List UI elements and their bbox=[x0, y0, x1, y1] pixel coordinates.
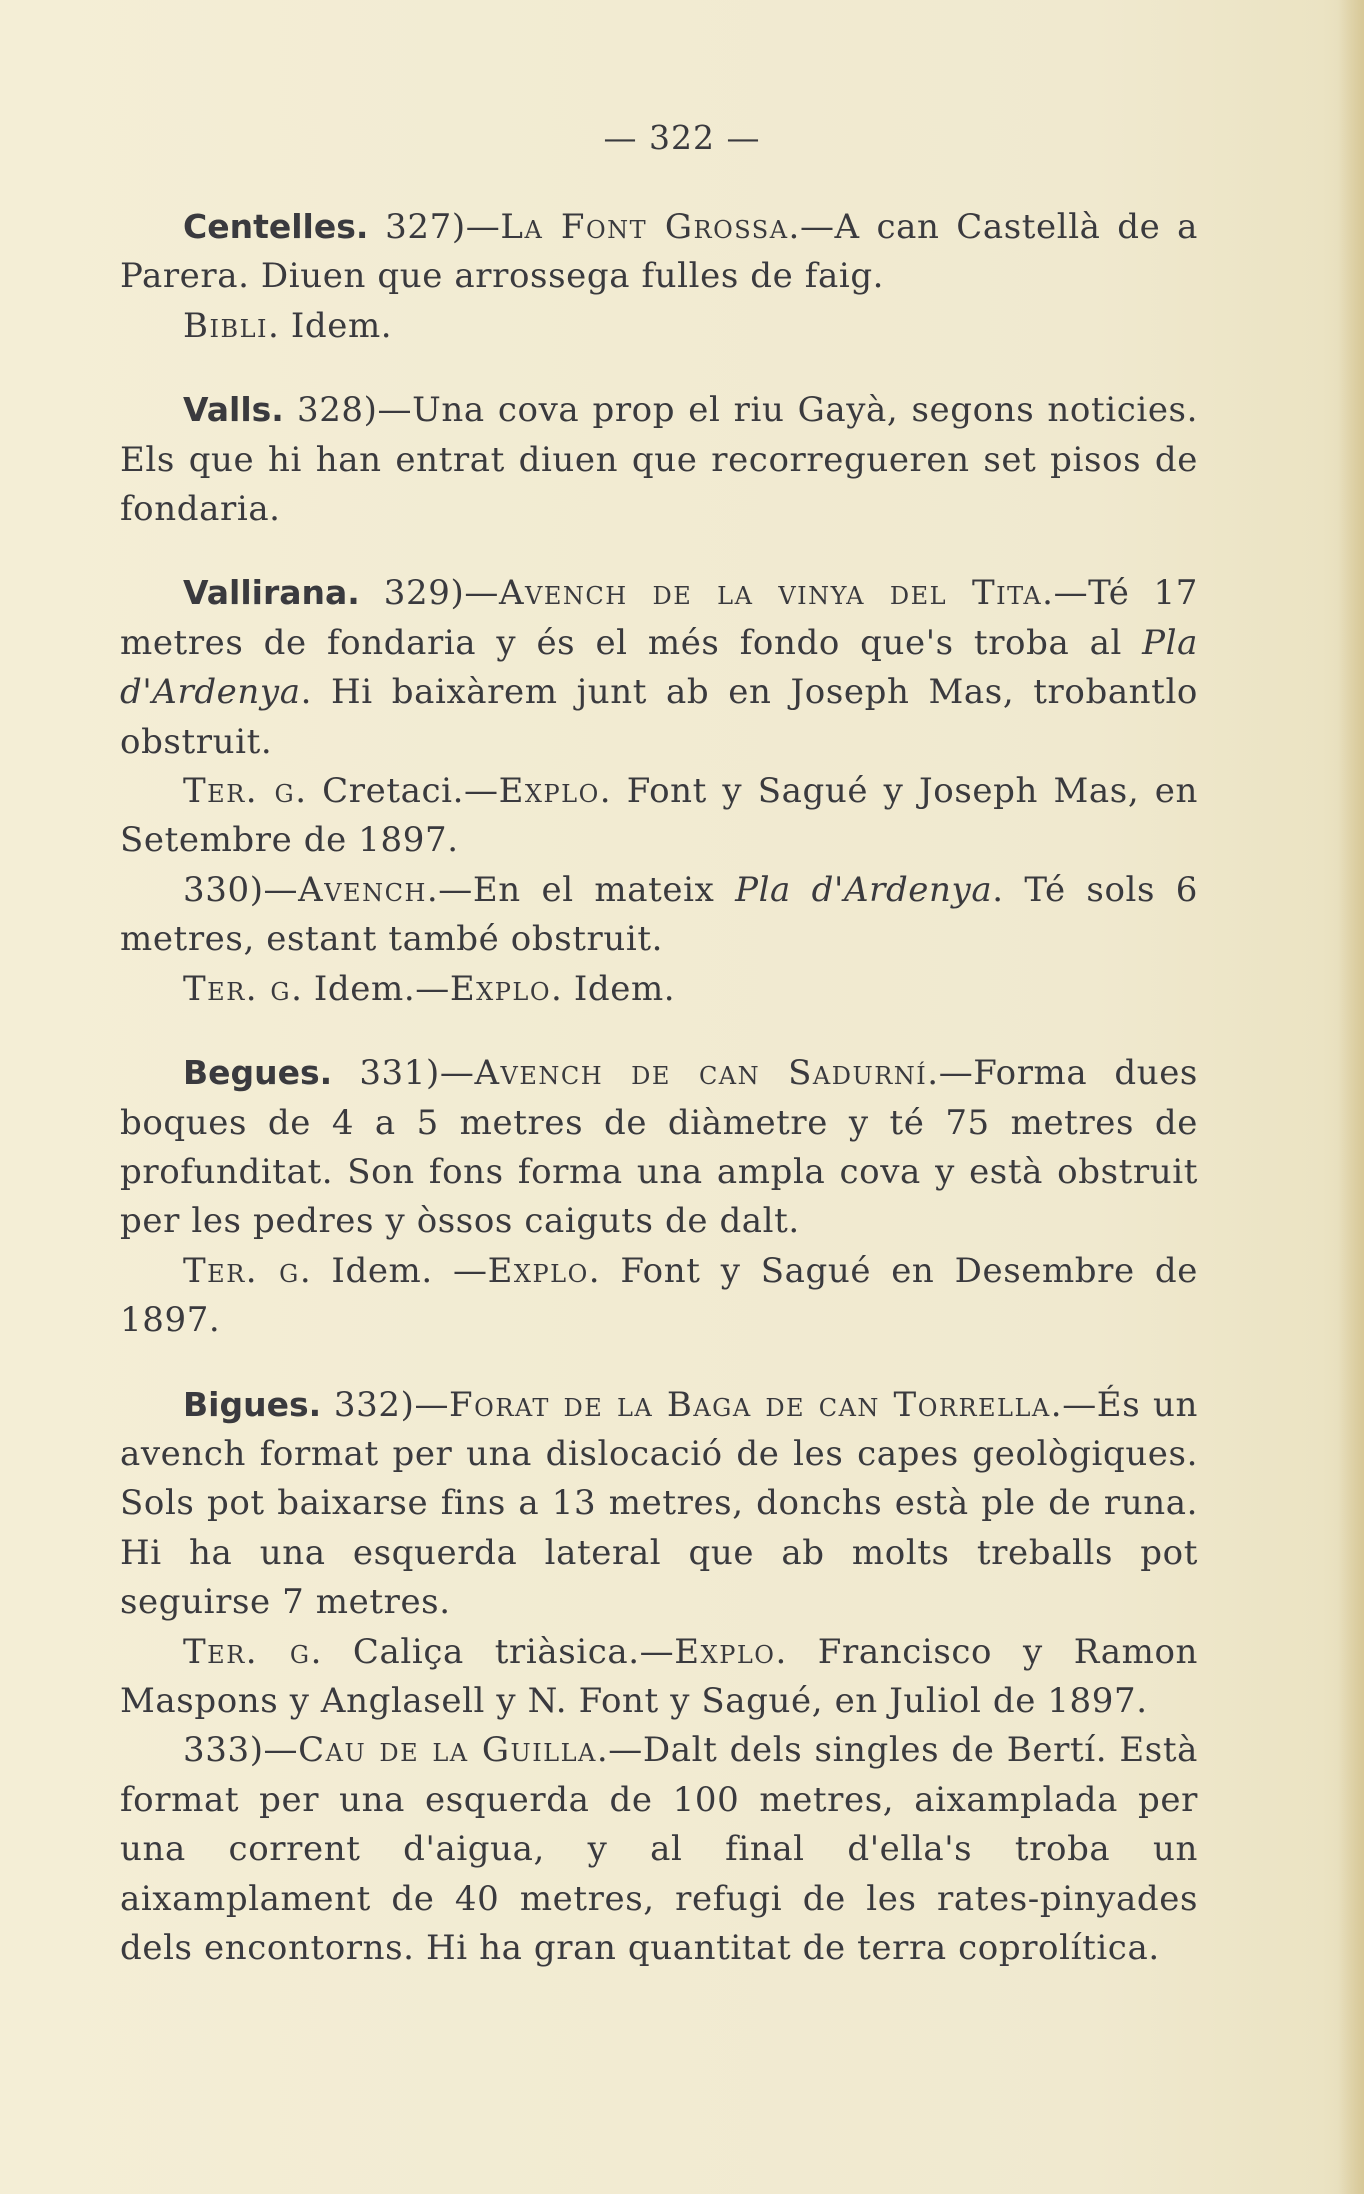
explo-text: . Francisco y Ramon Maspons y Anglasell y N. Font y Sagué, en Juliol de 1897. bbox=[120, 1631, 1199, 1721]
explo-label: Explo bbox=[449, 968, 552, 1009]
entry-begues bbox=[120, 1048, 1198, 1247]
entry-description: 328)—Una cova prop el riu Gayà, segons noticies. Els que hi han entrat diuen que recorregueren set pisos de fondaria. bbox=[120, 390, 1198, 530]
explo-text: . Font y Sagué en Desembre de 1897. bbox=[120, 1250, 1199, 1341]
entry-vallirana bbox=[120, 568, 1198, 767]
bibli-label: Bibli bbox=[183, 305, 269, 346]
terrain-explorer-line bbox=[120, 965, 1198, 1014]
entry-description-end: . Té sols 6 metres, estant també obstruit. bbox=[120, 869, 1198, 960]
entry-bigues-333 bbox=[120, 1726, 1198, 1973]
explo-label: Explo bbox=[674, 1631, 776, 1672]
explo-text: . Font y Sagué y Joseph Mas, en Setembre de 1897. bbox=[120, 771, 1199, 861]
entry-description: .—En el mateix bbox=[426, 869, 736, 910]
cave-name: Avench de can Sadurní bbox=[474, 1053, 928, 1094]
entry-description: .—Forma dues boques de 4 a 5 metres de diàmetre y té 75 metres de profunditat. Son fons forma una ampla cova y està obstruit per les pedres y òssos caiguts de dalt. bbox=[120, 1053, 1198, 1242]
terrain-explorer-line bbox=[120, 1628, 1198, 1727]
page-edge-shadow bbox=[1338, 0, 1364, 2194]
ter-text: . Idem.— bbox=[291, 968, 450, 1009]
italic-place: Pla d'Ardenya bbox=[120, 622, 1198, 713]
bibli-text: . Idem. bbox=[268, 305, 393, 346]
ter-label: Ter. g bbox=[183, 968, 292, 1009]
entry-valls bbox=[120, 385, 1198, 534]
cave-name: Avench de la vinya del Tita bbox=[498, 573, 1043, 614]
entry-vallirana-330 bbox=[120, 866, 1198, 965]
terrain-explorer-line bbox=[120, 1247, 1198, 1346]
entry-number: 333)— bbox=[183, 1730, 299, 1771]
entry-description: .—A can Castellà de a Parera. Diuen que arrossega fulles de faig. bbox=[120, 207, 1198, 297]
cave-name: Cau de la Guilla bbox=[298, 1730, 597, 1771]
italic-place: Pla d'Ardenya bbox=[735, 869, 993, 910]
explo-label: Explo bbox=[487, 1250, 589, 1291]
page-number: — 322 — bbox=[603, 118, 761, 157]
entry-description: .—Té 17 metres de fondaria y és el més fondo que's troba al bbox=[120, 573, 1198, 663]
explo-label: Explo bbox=[498, 771, 600, 812]
ter-label: Ter. g bbox=[183, 771, 296, 812]
entry-centelles bbox=[120, 202, 1198, 302]
terrain-explorer-line bbox=[120, 767, 1198, 866]
place-name: Bigues. bbox=[183, 1384, 322, 1424]
place-name: Valls. bbox=[183, 390, 284, 430]
entry-number: 332)— bbox=[321, 1384, 450, 1425]
entry-bigues bbox=[120, 1380, 1198, 1628]
place-name: Centelles. bbox=[183, 207, 369, 246]
cave-name: Avench bbox=[298, 869, 427, 910]
page-body bbox=[120, 202, 1198, 1973]
entry-number: 327)— bbox=[368, 207, 501, 247]
ter-text: . Cretaci.— bbox=[295, 771, 499, 812]
explo-text: . Idem. bbox=[551, 968, 676, 1009]
place-name: Vallirana. bbox=[183, 573, 360, 613]
ter-text: . Caliça triàsica.— bbox=[310, 1631, 675, 1672]
cave-name: Forat de la Baga de can Torrella bbox=[449, 1384, 1051, 1425]
entry-number: 331)— bbox=[332, 1053, 475, 1094]
entry-description: .—És un avench format per una dislocació de les capes geològiques. Sols pot baixarse fins a 13 metres, donchs està ple de runa. Hi ha una esquerda lateral que ab molts treballs pot seguirse 7 metres. bbox=[120, 1384, 1198, 1623]
entry-description: .—Dalt dels singles de Bertí. Està format per una esquerda de 100 metres, aixamplada per una corrent d'aigua, y al final d'ella's troba un aixamplament de 40 metres, refugi de les rates-pinyades dels encontorns. Hi ha gran quantitat de terra coprolítica. bbox=[120, 1730, 1198, 1968]
ter-text: . Idem. — bbox=[299, 1250, 488, 1291]
place-name: Begues. bbox=[183, 1053, 333, 1093]
entry-description-end: . Hi baixàrem junt ab en Joseph Mas, trobantlo obstruit. bbox=[120, 672, 1198, 762]
ter-label: Ter. g bbox=[183, 1631, 311, 1672]
ter-label: Ter. g bbox=[183, 1250, 300, 1291]
entry-number: 329)— bbox=[359, 573, 499, 614]
entry-number: 330)— bbox=[183, 869, 299, 910]
cave-name: La Font Grossa bbox=[500, 207, 789, 247]
bibliography-line bbox=[120, 302, 1198, 351]
